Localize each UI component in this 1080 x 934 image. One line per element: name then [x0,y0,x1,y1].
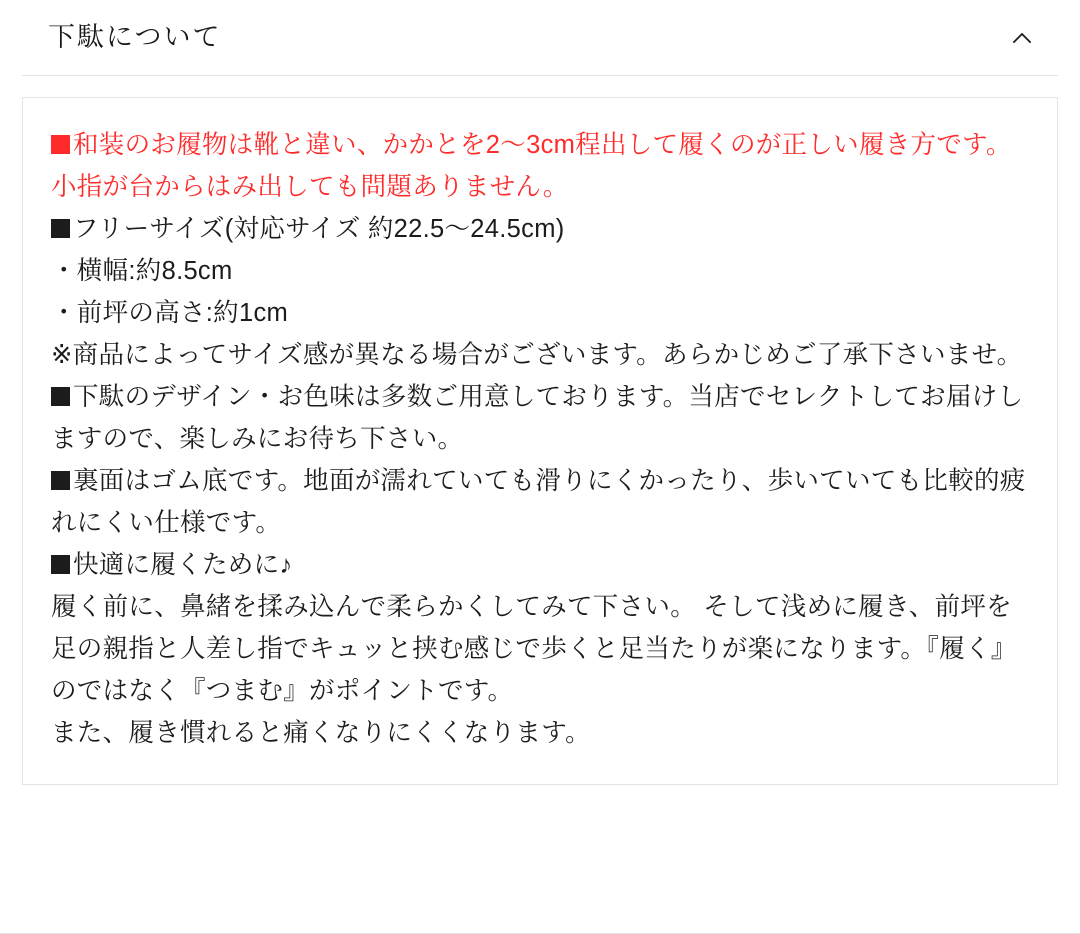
red-square-marker-icon [51,135,70,154]
accordion-header-geta[interactable] [22,0,1058,76]
paragraph-size-width [51,250,1029,292]
black-square-marker-icon [51,471,70,490]
paragraph-text: 快適に履くために♪ [73,551,293,579]
paragraph-comfort-extra [51,712,1029,754]
paragraph-text: ・横幅:約8.5cm [51,257,233,285]
paragraph-text: 裏面はゴム底です。地面が濡れていても滑りにくかったり、歩いていても比較的疲れにくい仕様です。 [51,467,1026,537]
black-square-marker-icon [51,219,70,238]
paragraph-text: 下駄のデザイン・お色味は多数ご用意しております。当店でセレクトしてお届けしますので、楽しみにお待ち下さい。 [51,383,1024,453]
paragraph-text: ・前坪の高さ:約1cm [51,299,289,327]
page-title: 下駄について [48,22,222,52]
paragraph-text: フリーサイズ(対応サイズ 約22.5〜24.5cm) [73,215,565,243]
black-square-marker-icon [51,387,70,406]
chevron-up-icon[interactable] [1000,16,1044,60]
paragraph-design-select [51,376,1029,460]
paragraph-size-toe-height [51,292,1029,334]
paragraph-text: また、履き慣れると痛くなりにくくなります。 [51,719,591,747]
paragraph-comfort-heading [51,544,1029,586]
paragraph-text: ※商品によってサイズ感が異なる場合がございます。あらかじめご了承下さいませ。 [51,341,1023,369]
paragraph-text: 履く前に、鼻緒を揉み込んで柔らかくしてみて下さい。 そして浅めに履き、前坪を足の親指と人差し指でキュッと挟む感じで歩くと足当たりが楽になります。『履く』のではなく『つまむ』がポイントです。 [51,593,1017,705]
paragraph-comfort-body [51,586,1029,712]
black-square-marker-icon [51,555,70,574]
paragraph-size-disclaimer [51,334,1029,376]
paragraph-note-heel [51,124,1029,208]
paragraph-text: 和装のお履物は靴と違い、かかとを2〜3cm程出して履くのが正しい履き方です。小指が台からはみ出しても問題ありません。 [51,131,1012,201]
paragraph-rubber-sole [51,460,1029,544]
accordion-panel-geta [22,97,1058,785]
paragraph-size-free [51,208,1029,250]
